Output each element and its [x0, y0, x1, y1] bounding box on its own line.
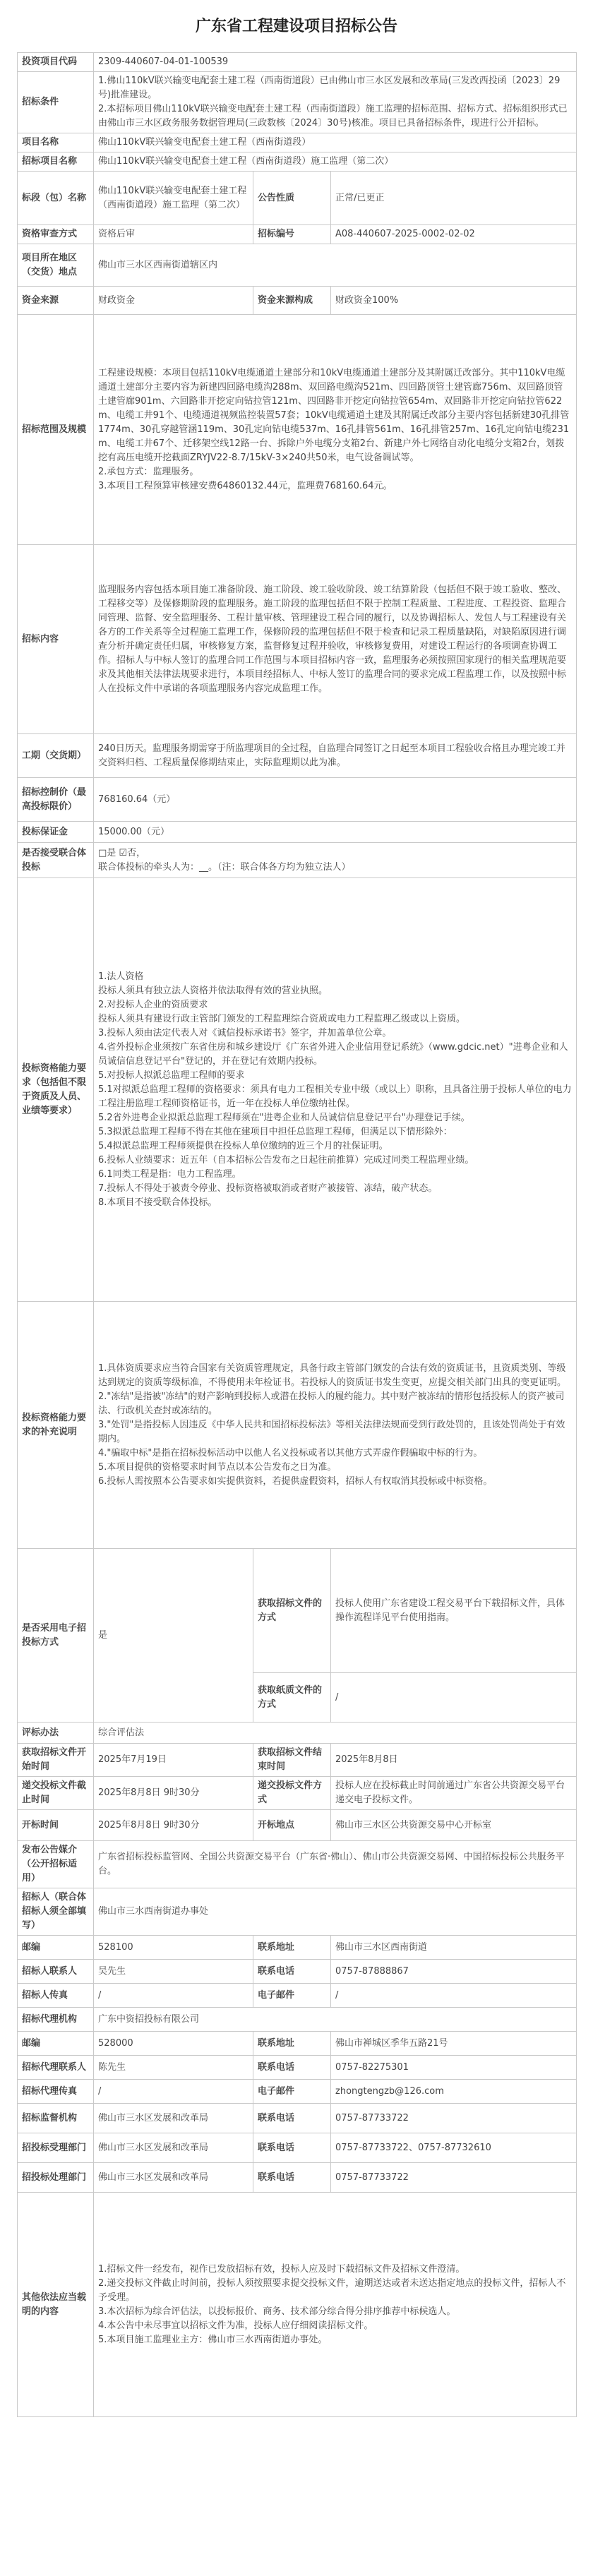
funding-label: 资金来源	[18, 287, 94, 315]
row-deposit	[18, 822, 577, 843]
c7-label: 招标代理传真	[18, 2080, 94, 2104]
c8-r-label: 联系电话	[253, 2104, 331, 2133]
paper-file-label: 获取纸质文件的方式	[253, 1673, 331, 1723]
consortium-value: □是 ☑否， 联合体投标的牵头人为：__。（注：联合体各方均为独立法人）	[94, 843, 577, 878]
get-end-value: 2025年8月8日	[331, 1744, 577, 1777]
c2-r-label: 联系电话	[253, 1960, 331, 1984]
c6-value: 陈先生	[94, 2056, 253, 2080]
c5-value: 528000	[94, 2032, 253, 2056]
submit-time-label: 递交投标文件截止时间	[18, 1777, 94, 1810]
consortium-label: 是否接受联合体投标	[18, 843, 94, 878]
bid-method-value: 是	[94, 1549, 253, 1723]
funding-value: 财政资金	[94, 287, 253, 315]
project-code-label: 投资项目代码	[18, 53, 94, 72]
conditions-value: 1.佛山110kV联兴输变电配套土建工程（西南街道段）已由佛山市三水区发展和改革局(三发改西投函〔2023〕29号)批准建设。 2.本招标项目佛山110kV联兴输变电配套土建工程（西南街道段）施工监理的招标范围、招标方式、招标组织形式已由佛山市三水区政务服务数据管理局(三政数核〔2024〕30号)核准。项目已具备招标条件，现进行公开招标。	[94, 72, 577, 133]
row-conditions	[18, 72, 577, 133]
c1-r-value: 佛山市三水区西南街道	[331, 1936, 577, 1960]
row-contact-2	[18, 1960, 577, 1984]
c6-r-value: 0757-82275301	[331, 2056, 577, 2080]
row-bid-method	[18, 1549, 577, 1673]
tender-name-value: 佛山110kV联兴输变电配套土建工程（西南街道段）施工监理（第二次）	[94, 152, 577, 172]
section-label: 标段（包）名称	[18, 172, 94, 225]
c8-label: 招标监督机构	[18, 2104, 94, 2133]
eval-value: 综合评估法	[94, 1723, 577, 1744]
c10-label: 招投标处理部门	[18, 2163, 94, 2193]
row-project-name	[18, 133, 577, 152]
c3-value: /	[94, 1984, 253, 2008]
row-tenderer	[18, 1888, 577, 1936]
funding-ratio-label: 资金来源构成	[253, 287, 331, 315]
section-type-value: 正常/已更正	[331, 172, 577, 225]
submit-method-label: 递交投标文件方式	[253, 1777, 331, 1810]
c10-value: 佛山市三水区发展和改革局	[94, 2163, 253, 2193]
tenderer-label: 招标人（联合体招标人须全部填写）	[18, 1888, 94, 1936]
project-name-value: 佛山110kV联兴输变电配套土建工程（西南街道段）	[94, 133, 577, 152]
tender-no-label: 招标编号	[253, 225, 331, 244]
row-scope	[18, 545, 577, 734]
c1-r-label: 联系地址	[253, 1936, 331, 1960]
open-time-label: 开标时间	[18, 1810, 94, 1841]
submit-time-value: 2025年8月8日 9时30分	[94, 1777, 253, 1810]
row-scale	[18, 315, 577, 545]
c5-r-label: 联系地址	[253, 2032, 331, 2056]
get-time-label: 获取招标文件开始时间	[18, 1744, 94, 1777]
open-time-value: 2025年8月8日 9时30分	[94, 1810, 253, 1841]
tenderer-value: 佛山市三水西南街道办事处	[94, 1888, 577, 1936]
bidder-qual-check-label: 投标资格能力要求的补充说明	[18, 1302, 94, 1549]
media-value: 广东省招标投标监管网、全国公共资源交易平台（广东省·佛山）、佛山市公共资源交易网、中国招标投标公共服务平台。	[94, 1841, 577, 1888]
c10-r-value: 0757-87733722	[331, 2163, 577, 2193]
c9-r-value: 0757-87733722、0757-87732610	[331, 2133, 577, 2163]
qualification-label: 资格审查方式	[18, 225, 94, 244]
c10-r-label: 联系电话	[253, 2163, 331, 2193]
duration-value: 240日历天。监理服务期需穿于所监理项目的全过程，自监理合同签订之日起至本项目工程验收合格且办理完竣工并交资料归档、工程质量保修期结束止，实际监理期以此为准。	[94, 734, 577, 778]
scope-value: 监理服务内容包括本项目施工准备阶段、施工阶段、竣工验收阶段、竣工结算阶段（包括但不限于竣工验收、整改、工程移交等）及保修期阶段的监理服务。施工阶段的监理包括但不限于控制工程质量、工程进度、工程投资、监理合同管理、监督、安全监理服务、工程计量审核、管理建设工程合同的履行，以及协调招标人、发包人与工程建设有关各方的工作关系等全过程施工监理工作，保修阶段的监理包括但不限于检查和记录工程质量缺陷，对缺陷原因进行调查分析并确定责任归属，审核修复方案，监督修复过程并验收，审核修复费用，对建设工程运行的各项调查协调工作。招标人与中标人签订的监理合同工作范围与本项目招标内容一致，监理服务必须按照国家现行的相关监理规范要求及其他相关法律法规要求进行，本项目经招标人、中标人签订的监理合同的要求完成工程监理工作，以及按照中标人在投标文件中承诺的各项监理服务内容完成监理工作。	[94, 545, 577, 734]
c5-label: 邮编	[18, 2032, 94, 2056]
project-code-value: 2309-440607-04-01-100539	[94, 53, 577, 72]
c9-label: 招投标受理部门	[18, 2133, 94, 2163]
duration-label: 工期（交货期）	[18, 734, 94, 778]
c3-r-label: 电子邮件	[253, 1984, 331, 2008]
get-file-method-value: 投标人使用广东省建设工程交易平台下载招标文件，具体操作流程详见平台使用指南。	[331, 1549, 577, 1673]
c8-value: 佛山市三水区发展和改革局	[94, 2104, 253, 2133]
project-name-label: 项目名称	[18, 133, 94, 152]
location-value: 佛山市三水区西南街道辖区内	[94, 244, 577, 287]
row-qualification	[18, 225, 577, 244]
row-other	[18, 2193, 577, 2417]
section-type-label: 公告性质	[253, 172, 331, 225]
deposit-label: 投标保证金	[18, 822, 94, 843]
row-get-time	[18, 1744, 577, 1777]
budget-value: 768160.64（元）	[94, 778, 577, 822]
row-contact-8	[18, 2104, 577, 2133]
funding-ratio-value: 财政资金100%	[331, 287, 577, 315]
row-contact-9	[18, 2133, 577, 2163]
row-contact-5	[18, 2032, 577, 2056]
row-contact-4	[18, 2008, 577, 2032]
get-file-method-label: 获取招标文件的方式	[253, 1549, 331, 1673]
conditions-label: 招标条件	[18, 72, 94, 133]
c2-label: 招标人联系人	[18, 1960, 94, 1984]
c9-value: 佛山市三水区发展和改革局	[94, 2133, 253, 2163]
bid-method-label: 是否采用电子招投标方式	[18, 1549, 94, 1723]
submit-method-value: 投标人应在投标截止时间前通过广东省公共资源交易平台递交电子投标文件。	[331, 1777, 577, 1810]
c6-r-label: 联系电话	[253, 2056, 331, 2080]
row-project-code	[18, 53, 577, 72]
open-place-label: 开标地点	[253, 1810, 331, 1841]
c8-r-value: 0757-87733722	[331, 2104, 577, 2133]
row-contact-6	[18, 2056, 577, 2080]
row-media	[18, 1841, 577, 1888]
c4-label: 招标代理机构	[18, 2008, 94, 2032]
scale-label: 招标范围及规模	[18, 315, 94, 545]
c2-value: 吴先生	[94, 1960, 253, 1984]
c2-r-value: 0757-87888867	[331, 1960, 577, 1984]
c7-r-label: 电子邮件	[253, 2080, 331, 2104]
row-section	[18, 172, 577, 225]
row-location	[18, 244, 577, 287]
row-budget	[18, 778, 577, 822]
tender-no-value: A08-440607-2025-0002-02-02	[331, 225, 577, 244]
notice-page	[7, 0, 586, 2417]
row-contact-1	[18, 1936, 577, 1960]
c6-label: 招标代理联系人	[18, 2056, 94, 2080]
tender-notice-table	[17, 52, 577, 2417]
row-open-time	[18, 1810, 577, 1841]
location-label: 项目所在地区（交货）地点	[18, 244, 94, 287]
row-contact-3	[18, 1984, 577, 2008]
budget-label: 招标控制价（最高投标限价）	[18, 778, 94, 822]
bidder-qual-check-value: 1.具体资质要求应当符合国家有关资质管理规定，具备行政主管部门颁发的合法有效的资质证书，且资质类别、等级达到规定的资质等级标准，不得使用未年检证书。若投标人的资质证书发生变更，应提交相关部门出具的变更证明。 2."冻结"是指被"冻结"的财产影响到投标人或潜在投标人的履约能力。其中财产被冻结的情形包括投标人的资产被司法、行政机关查封或冻结的。 3."处罚"是指投标人因违反《中华人民共和国招标投标法》等相关法律法规而受到行政处罚的，且该处罚尚处于有效期内。 4."骗取中标"是指在招标投标活动中以他人名义投标或者以其他方式弄虚作假骗取中标的行为。 5.本项目提供的资格要求时间节点以本公告发布之日为准。 6.投标人需按照本公告要求如实提供资料，若提供虚假资料，招标人有权取消其投标或中标资格。	[94, 1302, 577, 1549]
deposit-value: 15000.00（元）	[94, 822, 577, 843]
section-value: 佛山110kV联兴输变电配套土建工程（西南街道段）施工监理（第二次）	[94, 172, 253, 225]
row-contact-10	[18, 2163, 577, 2193]
other-value: 1.招标文件一经发布，视作已发放招标有效，投标人应及时下载招标文件及招标文件澄清。 2.递交投标文件截止时间前，投标人须按照要求提交投标文件，逾期送达或者未送达指定地点的投标文件，招标人不予受理。 3.本次招标为综合评估法，以投标报价、商务、技术部分综合得分排序推荐中标候选人。 4.本公告中未尽事宜以招标文件为准，投标人应仔细阅读招标文件。 5.本项目施工监理业主方：佛山市三水西南街道办事处。	[94, 2193, 577, 2417]
scope-label: 招标内容	[18, 545, 94, 734]
c7-r-value: zhongtengzb@126.com	[331, 2080, 577, 2104]
c3-r-value: /	[331, 1984, 577, 2008]
other-label: 其他依法应当载明的内容	[18, 2193, 94, 2417]
row-bidder-req	[18, 878, 577, 1302]
row-consortium	[18, 843, 577, 878]
row-funding	[18, 287, 577, 315]
tender-name-label: 招标项目名称	[18, 152, 94, 172]
c5-r-value: 佛山市禅城区季华五路21号	[331, 2032, 577, 2056]
qualification-value: 资格后审	[94, 225, 253, 244]
c1-value: 528100	[94, 1936, 253, 1960]
row-eval	[18, 1723, 577, 1744]
row-contact-7	[18, 2080, 577, 2104]
c7-value: /	[94, 2080, 253, 2104]
bidder-req-label: 投标资格能力要求（包括但不限于资质及人员、业绩等要求）	[18, 878, 94, 1302]
row-submit-time	[18, 1777, 577, 1810]
paper-file-value: /	[331, 1673, 577, 1723]
c9-r-label: 联系电话	[253, 2133, 331, 2163]
bidder-req-value: 1.法人资格 投标人须具有独立法人资格并依法取得有效的营业执照。 2.对投标人企业的资质要求 投标人须具有建设行政主管部门颁发的工程监理综合资质或电力工程监理乙级或以上资质。 3.投标人须由法定代表人对《诚信投标承诺书》签字，并加盖单位公章。 4.省外投标企业须按广东省住房和城乡建设厅《广东省外进入企业信用登记系统》（www.gdcic.net）"进粤企业和人员诚信信息登记平台"登记的，并在登记有效期内投标。 5.对投标人拟派总监理工程师的要求 5.1对拟派总监理工程师的资格要求：须具有电力工程相关专业中级（或以上）职称，且具备注册于投标人单位的电力工程注册监理工程师资格证书，近一年在投标人单位缴纳社保。 5.2省外进粤企业拟派总监理工程师须在"进粤企业和人员诚信信息登记平台"办理登记手续。 5.3拟派总监理工程师不得在其他在建项目中担任总监理工程师，但满足以下情形除外： 5.4拟派总监理工程师须提供在投标人单位缴纳的近三个月的社保证明。 6.投标人业绩要求：近五年（自本招标公告发布之日起往前推算）完成过同类工程监理业绩。 6.1同类工程是指：电力工程监理。 7.投标人不得处于被责令停业、投标资格被取消或者财产被接管、冻结，破产状态。 8.本项目不接受联合体投标。	[94, 878, 577, 1302]
c4-value: 广东中资招投标有限公司	[94, 2008, 577, 2032]
row-duration	[18, 734, 577, 778]
c3-label: 招标人传真	[18, 1984, 94, 2008]
get-end-label: 获取招标文件结束时间	[253, 1744, 331, 1777]
row-bidder-qual-check	[18, 1302, 577, 1549]
get-time-value: 2025年7月19日	[94, 1744, 253, 1777]
row-tender-name	[18, 152, 577, 172]
media-label: 发布公告媒介（公开招标适用）	[18, 1841, 94, 1888]
c1-label: 邮编	[18, 1936, 94, 1960]
eval-label: 评标办法	[18, 1723, 94, 1744]
scale-value: 工程建设规模：本项目包括110kV电缆通道土建部分和10kV电缆通道土建部分及其附属迁改部分。其中110kV电缆通道土建部分主要内容为新建四回路电缆沟288m、双回路电缆沟521m、四回路顶管土建管廊756m、双回路顶管土建管廊901m、六回路非开挖定向钻拉管121m、四回路非开挖定向钻拉管654m、双回路非开挖定向钻拉管622m、电缆工井91个、电缆通道视频监控装置57套；10kV电缆通道土建及其附属迁改部分主要内容包括新建30孔排管1774m、30孔穿越管涵119m、30孔定向钻电缆537m、16孔排管561m、16孔排管257m、16孔定向钻电缆231m、电缆工井67个、迁移架空线12路一台、拆除户外电缆分支箱2台、新建户外七网络自动化电缆分支箱2台，划拨挖有高压电缆开挖截面ZRYJV22-8.7/15kV-3×240共50米，电气设备调试等。 2.承包方式：监理服务。 3.本项目工程预算审核建安费64860132.44元，监理费768160.64元。	[94, 315, 577, 545]
page-title: 广东省工程建设项目招标公告	[195, 18, 397, 35]
open-place-value: 佛山市三水区公共资源交易中心开标室	[331, 1810, 577, 1841]
